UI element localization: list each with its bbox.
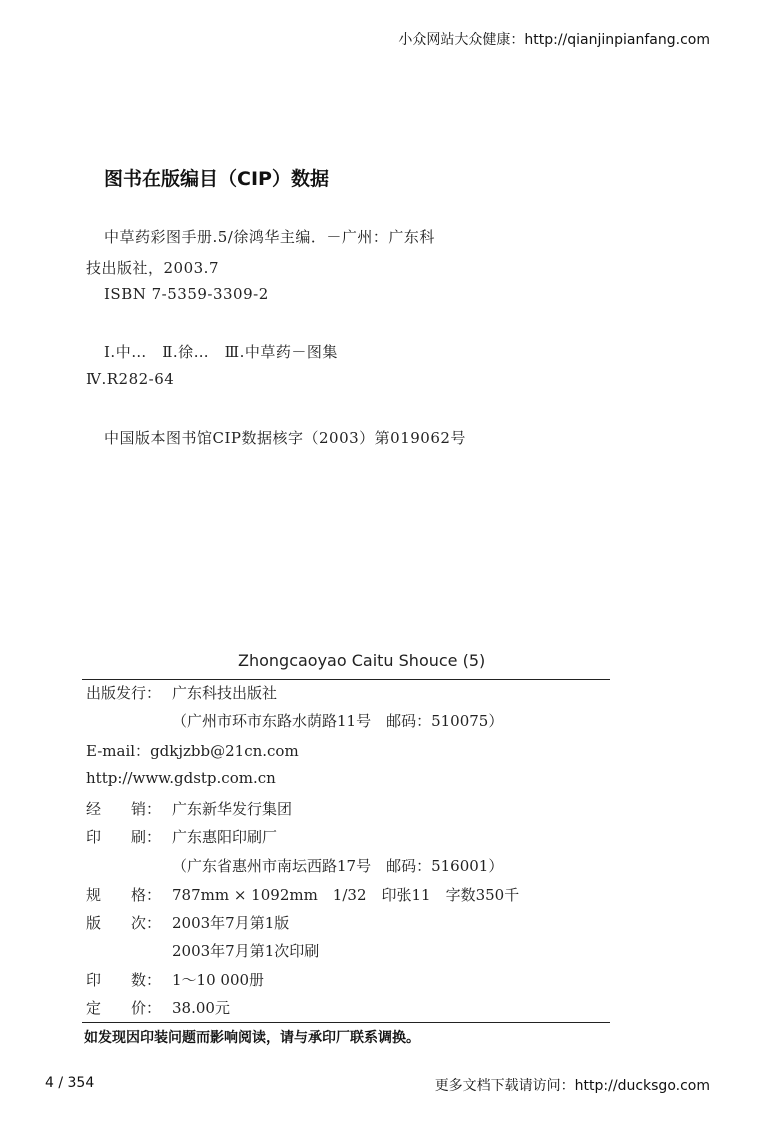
row-label: 规 格： (86, 886, 162, 904)
row-label: 印 刷： (86, 828, 162, 846)
colophon-row (86, 826, 277, 847)
colophon-row (86, 682, 277, 703)
row-value: www.gdstp.com.cn (132, 769, 276, 787)
row-label: 版 次： (86, 914, 162, 932)
colophon-row (86, 855, 503, 876)
colophon-row (86, 940, 319, 961)
colophon-row (86, 884, 519, 905)
colophon-row (86, 740, 299, 761)
row-value: 广东科技出版社 (172, 684, 278, 702)
cip-line: 中国版本图书馆CIP数据核字（2003）第019062号 (104, 429, 466, 447)
row-label: 经 销： (86, 800, 162, 818)
cip-line: Ⅳ.R282-64 (86, 370, 175, 388)
colophon-row (86, 997, 230, 1018)
row-label: 出版发行： (86, 684, 162, 702)
cip-line: ISBN 7-5359-3309-2 (104, 285, 269, 303)
row-value: 787mm × 1092mm 1/32 印张11 字数350千 (172, 886, 520, 904)
cip-line: 技出版社，2003.7 (86, 259, 219, 277)
colophon-row (86, 710, 503, 731)
colophon-row (86, 798, 292, 819)
row-value: （广东省惠州市南坛西路17号 邮码：516001） (172, 857, 504, 875)
row-value: 2003年7月第1次印刷 (172, 942, 320, 960)
row-value: 1～10 000册 (172, 971, 265, 989)
header-site-link[interactable]: 小众网站大众健康：http://qianjinpianfang.com (398, 32, 710, 48)
notice-text: 如发现因印装问题而影响阅读，请与承印厂联系调换。 (84, 1030, 420, 1046)
row-label: 印 数： (86, 971, 162, 989)
colophon-row (86, 912, 289, 933)
cip-line: Ⅰ.中… Ⅱ.徐… Ⅲ.中草药－图集 (104, 343, 338, 361)
row-value: 广东惠阳印刷厂 (172, 828, 278, 846)
footer-download-link[interactable]: 更多文档下载请访问：http://ducksgo.com (434, 1078, 710, 1094)
row-value: 2003年7月第1版 (172, 914, 290, 932)
page-number: 4 / 354 (45, 1075, 95, 1091)
english-title: Zhongcaoyao Caitu Shouce (5) (238, 651, 486, 670)
row-label: 定 价： (86, 999, 162, 1017)
colophon-row (86, 969, 264, 990)
colophon-row (86, 769, 276, 787)
bottom-rule (82, 1022, 610, 1023)
row-label: http:// (86, 769, 133, 787)
cip-title: 图书在版编目（CIP）数据 (104, 168, 329, 190)
row-value: 38.00元 (172, 999, 230, 1017)
cip-line: 中草药彩图手册.5/徐鸿华主编．－广州：广东科 (104, 228, 435, 246)
row-value: （广州市环市东路水荫路11号 邮码：510075） (172, 712, 504, 730)
row-label: E-mail： (86, 742, 151, 760)
row-value: gdkjzbb@21cn.com (150, 742, 299, 760)
row-value: 广东新华发行集团 (172, 800, 293, 818)
top-rule (82, 679, 610, 680)
